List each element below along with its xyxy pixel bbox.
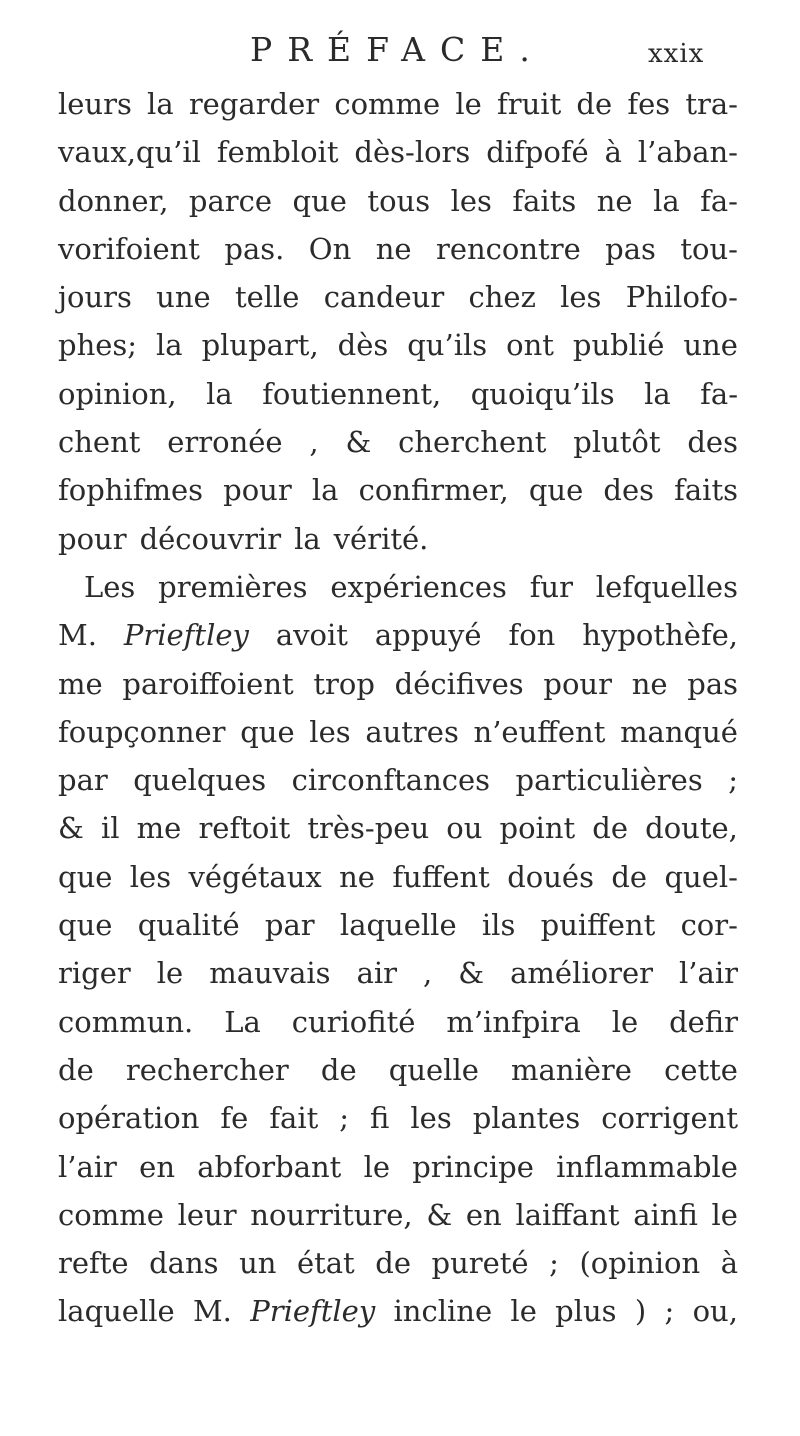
word: fa- (700, 183, 738, 218)
word: riger (58, 956, 131, 991)
word: defir (669, 1004, 738, 1039)
word: tous (367, 183, 431, 218)
word: opération (58, 1101, 200, 1136)
word: que (58, 859, 113, 894)
word: On (308, 231, 352, 266)
word: La (224, 1004, 261, 1039)
text-line (58, 853, 738, 901)
word: point (499, 811, 576, 846)
word: ils (481, 908, 516, 943)
word: ; (728, 763, 738, 798)
text-line (58, 660, 738, 708)
word: parce (188, 183, 273, 218)
word: trop (313, 666, 375, 701)
word: telle (234, 280, 300, 315)
word: fembloit (216, 135, 339, 170)
word: ne (339, 859, 375, 894)
word: une (156, 280, 211, 315)
word: dès-lors (354, 135, 471, 170)
word: regarder (188, 87, 320, 121)
word: les (450, 183, 492, 218)
word: candeur (323, 280, 445, 315)
word: nourriture, (250, 1197, 413, 1232)
word: opinion, (58, 376, 177, 411)
text-line (58, 1143, 738, 1191)
word: refte (58, 1246, 129, 1281)
word: la (206, 376, 233, 411)
word: pour (543, 666, 612, 701)
word: commun. (58, 1004, 194, 1039)
word: laquelle (339, 908, 457, 943)
word: ; (549, 1246, 559, 1281)
word: rechercher (125, 1052, 289, 1087)
word: publié (572, 328, 665, 363)
word: doués (507, 859, 594, 894)
word: Prieftley (250, 1294, 376, 1329)
word: les (560, 280, 602, 315)
word: ou (446, 811, 483, 846)
word: des (687, 425, 738, 460)
word: air (356, 956, 397, 991)
word: ou, (692, 1294, 738, 1329)
text-line (58, 177, 738, 225)
word: erronée (167, 425, 283, 460)
word: foutiennent, (262, 376, 442, 411)
text-line (58, 901, 738, 949)
word: plupart, (201, 328, 319, 363)
word: pas. (224, 231, 285, 266)
word: rencontre (435, 231, 581, 266)
word: le (711, 1197, 738, 1232)
word: jours (58, 280, 132, 315)
word: à (604, 135, 622, 170)
word: fe (220, 1101, 249, 1136)
word: manière (511, 1052, 632, 1087)
word: la (156, 328, 183, 363)
word: , (423, 956, 433, 991)
word: fuffent (392, 859, 490, 894)
word: le (455, 87, 482, 121)
word: abforbant (197, 1149, 342, 1184)
word: fa- (700, 376, 738, 411)
word: foupçonner (58, 714, 226, 749)
word: chent (58, 425, 141, 460)
word: qualité (137, 908, 240, 943)
word: & (345, 425, 372, 460)
word: fes (627, 87, 671, 121)
word: tra- (685, 87, 738, 121)
word: de (611, 859, 648, 894)
word: les (309, 714, 351, 749)
word: particulières (515, 763, 703, 798)
word: fur (529, 569, 573, 604)
word: de (320, 1052, 357, 1087)
word: l’air (58, 1149, 117, 1184)
word: doute, (645, 811, 738, 846)
word: il (100, 811, 120, 846)
word: confirmer, (358, 473, 509, 508)
text-line (58, 1287, 738, 1335)
word: cette (664, 1052, 738, 1087)
word: quoiqu’ils (470, 376, 615, 411)
word: fophifmes (58, 473, 203, 508)
text-line (58, 273, 738, 321)
word: incline (393, 1294, 493, 1329)
word: en (465, 1197, 502, 1232)
text-line (58, 80, 738, 128)
word: décifives (394, 666, 524, 701)
word: des (603, 473, 655, 508)
word: me (136, 811, 182, 846)
text-line (58, 1046, 738, 1094)
word: comme (334, 87, 441, 121)
word: cor- (680, 908, 738, 943)
word: les (410, 1101, 452, 1136)
word: pas (687, 666, 738, 701)
word: de (375, 1246, 411, 1281)
word: qu’ils (407, 328, 488, 363)
word: vorifoient (58, 231, 200, 266)
word: plus (555, 1294, 617, 1329)
word: état (296, 1246, 355, 1281)
word: cherchent (398, 425, 547, 460)
word: le (611, 1004, 639, 1039)
word: tou- (680, 231, 738, 266)
word: principe (412, 1149, 534, 1184)
text-line (58, 1191, 738, 1239)
word: donner, (58, 183, 169, 218)
word: à (720, 1246, 738, 1281)
word: M. (192, 1294, 232, 1329)
word: fi (370, 1101, 390, 1136)
text-line (58, 949, 738, 997)
word: quelques (133, 763, 267, 798)
word: ; (339, 1101, 350, 1136)
word: la (653, 183, 680, 218)
text-line (58, 804, 738, 852)
word: mauvais (209, 956, 331, 991)
page-number: xxix (648, 39, 705, 69)
word: par (58, 763, 108, 798)
word: n’euffent (473, 714, 606, 749)
word: expériences (330, 569, 507, 604)
word: que (292, 183, 347, 218)
word: laquelle (58, 1294, 175, 1329)
word: les (129, 859, 172, 894)
word: découvrir (139, 521, 282, 556)
word: & (426, 1197, 453, 1232)
word: un (239, 1246, 277, 1281)
text-line (58, 1094, 738, 1142)
word: corrigent (601, 1101, 738, 1136)
text-line (58, 611, 738, 659)
word: inflammable (556, 1149, 738, 1184)
word: pour (223, 473, 292, 508)
word: Les (84, 569, 136, 604)
word: difpofé (486, 135, 589, 170)
word: chez (468, 280, 536, 315)
word: plantes (472, 1101, 581, 1136)
word: que (528, 473, 584, 508)
word: puiffent (540, 908, 656, 943)
word: ; (664, 1294, 675, 1329)
word: fon (508, 618, 556, 653)
word: vérité. (333, 521, 429, 556)
text-line (58, 225, 738, 273)
word: faits (674, 473, 738, 508)
word: une (683, 328, 738, 363)
word: la (294, 521, 321, 556)
word: que (58, 908, 113, 943)
word: circonftances (291, 763, 491, 798)
text-line (58, 466, 738, 514)
word: le (363, 1149, 390, 1184)
word: la (644, 376, 671, 411)
word: leur (177, 1197, 237, 1232)
text-line (58, 756, 738, 804)
text-line (58, 515, 738, 563)
word: la (311, 473, 339, 508)
word: paroiffoient (122, 666, 294, 701)
word: en (139, 1149, 175, 1184)
word: ont (506, 328, 554, 363)
word: fruit (497, 87, 562, 121)
word: curiofité (291, 1004, 416, 1039)
word: le (510, 1294, 537, 1329)
running-title: PRÉFACE. (250, 30, 545, 69)
word: appuyé (374, 618, 482, 653)
word: faits (512, 183, 577, 218)
word: reftoit (198, 811, 291, 846)
text-line (58, 128, 738, 176)
word: dès (337, 328, 389, 363)
text-line (58, 563, 738, 611)
word: l’aban- (637, 135, 738, 170)
word: de (576, 87, 613, 121)
word: pour (58, 521, 127, 556)
word: , (309, 425, 319, 460)
word: améliorer (510, 956, 653, 991)
word: premières (158, 569, 308, 604)
word: ne (596, 183, 633, 218)
word: m’infpira (446, 1004, 581, 1039)
word: ) (634, 1294, 647, 1329)
word: fait (269, 1101, 319, 1136)
word: autres (365, 714, 459, 749)
word: ainfi (633, 1197, 698, 1232)
word: de (58, 1052, 94, 1087)
word: par (264, 908, 315, 943)
body-text (58, 80, 738, 1336)
word: que (240, 714, 295, 749)
word: manqué (620, 714, 738, 749)
word: & (458, 956, 485, 991)
word: dans (149, 1246, 219, 1281)
word: M. (58, 618, 97, 653)
word: végétaux (188, 859, 322, 894)
text-line (58, 708, 738, 756)
text-line (58, 321, 738, 369)
word: ne (375, 231, 412, 266)
word: avoit (275, 618, 348, 653)
word: me (58, 666, 103, 701)
word: pureté (431, 1246, 529, 1281)
word: hypothèfe, (582, 618, 738, 653)
word: Prieftley (123, 618, 249, 653)
text-line (58, 1239, 738, 1287)
word: de (592, 811, 629, 846)
word: très-peu (307, 811, 430, 846)
word: leurs (58, 87, 132, 121)
word: ne (631, 666, 668, 701)
word: laiffant (515, 1197, 620, 1232)
word: pas (605, 231, 656, 266)
word: quel- (664, 859, 738, 894)
word: le (156, 956, 184, 991)
word: vaux,qu’il (58, 135, 201, 170)
word: plutôt (573, 425, 661, 460)
text-line (58, 370, 738, 418)
text-line (58, 998, 738, 1046)
word: lefquelles (595, 569, 738, 604)
word: quelle (388, 1052, 479, 1087)
text-line (58, 418, 738, 466)
word: phes; (58, 328, 138, 363)
word: l’air (679, 956, 738, 991)
word: & (58, 811, 84, 846)
word: la (147, 87, 174, 121)
running-head (250, 30, 770, 74)
word: Philofo- (625, 280, 738, 315)
word: (opinion (579, 1246, 701, 1281)
word: comme (58, 1197, 164, 1232)
